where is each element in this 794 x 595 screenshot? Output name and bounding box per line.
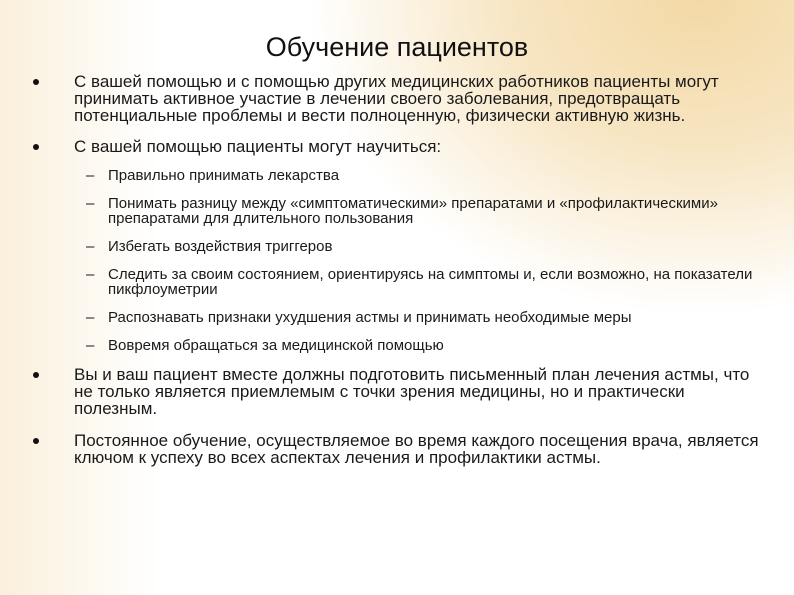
sub-bullet-item (30, 310, 760, 325)
dash-icon: – (86, 195, 95, 212)
sub-bullet-text: Вовремя обращаться за медицинской помощью (108, 337, 444, 354)
sub-bullet-item (30, 168, 760, 183)
sub-bullet-item (30, 196, 760, 226)
bullet-item (30, 138, 760, 155)
dash-icon: – (86, 337, 95, 354)
sub-bullet-text: Следить за своим состоянием, ориентируясь на симптомы и, если возможно, на показатели пикфлоуметрии (108, 266, 753, 298)
dash-icon: – (86, 238, 95, 255)
bullet-text: Вы и ваш пациент вместе должны подготовить письменный план лечения астмы, что не только является приемлемым с точки зрения медицины, но и практически полезным. (74, 365, 750, 418)
bullet-icon (33, 79, 39, 85)
bullet-icon (33, 372, 39, 378)
sub-bullet-item (30, 267, 760, 297)
bullet-icon (33, 438, 39, 444)
dash-icon: – (86, 167, 95, 184)
sub-bullet-text: Распознавать признаки ухудшения астмы и принимать необходимые меры (108, 309, 632, 326)
sub-bullet-text: Понимать разницу между «симптоматическими» препаратами и «профилактическими» препаратами для длительного пользования (108, 195, 718, 227)
sub-bullet-text: Избегать воздействия триггеров (108, 238, 333, 255)
bullet-text: Постоянное обучение, осуществляемое во время каждого посещения врача, является ключом к успеху во всех аспектах лечения и профилактики астмы. (74, 431, 759, 467)
dash-icon: – (86, 266, 95, 283)
bullet-icon (33, 144, 39, 150)
bullet-list (30, 73, 760, 466)
dash-icon: – (86, 309, 95, 326)
bullet-item (30, 366, 760, 417)
bullet-text: С вашей помощью и с помощью других медицинских работников пациенты могут принимать активное участие в лечении своего заболевания, предотвращать потенциальные проблемы и вести полноценную, физически активную жизнь. (74, 72, 719, 125)
sub-bullet-item (30, 338, 760, 353)
bullet-item (30, 73, 760, 124)
sub-bullet-item (30, 239, 760, 254)
sub-bullet-text: Правильно принимать лекарства (108, 167, 340, 184)
slide-title: Обучение пациентов (265, 32, 529, 62)
bullet-text: С вашей помощью пациенты могут научиться: (74, 137, 442, 156)
bullet-item (30, 432, 760, 466)
